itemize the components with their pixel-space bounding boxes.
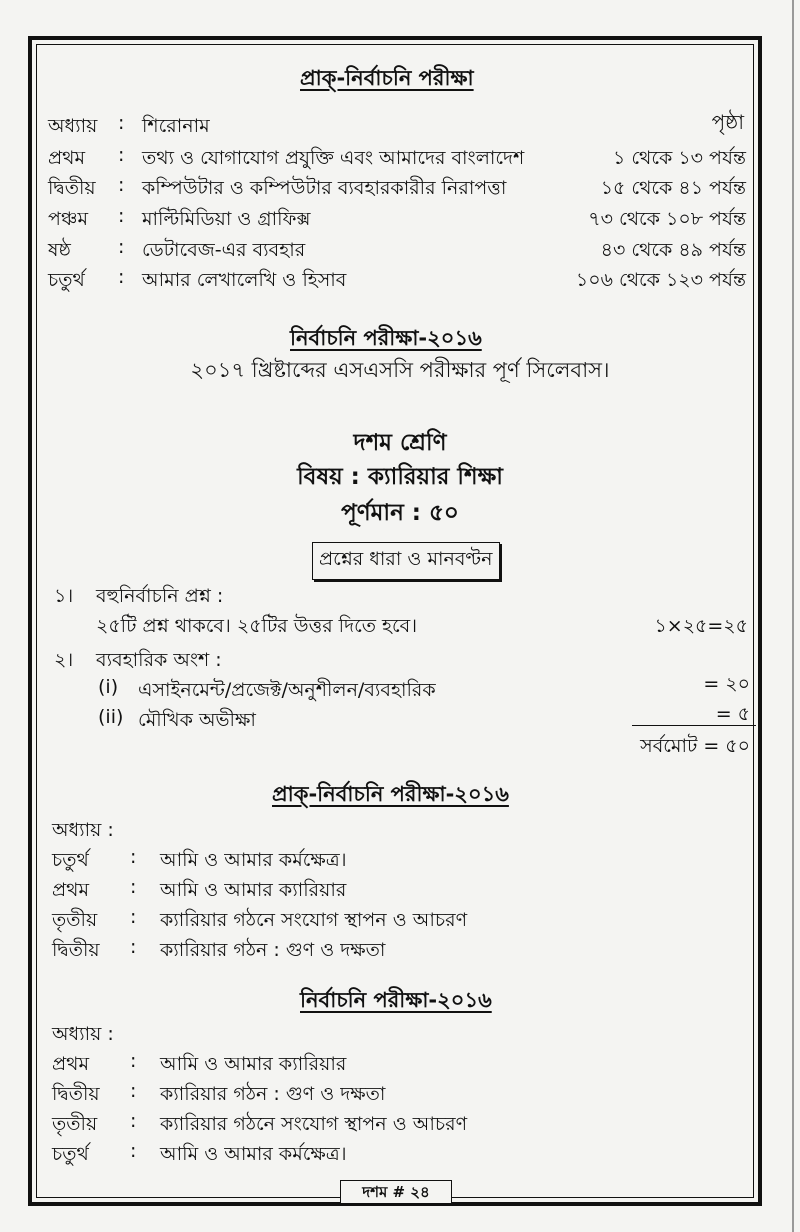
row-colon: : (118, 144, 125, 166)
row-chapter: পঞ্চম (48, 208, 89, 230)
header-colon: : (118, 112, 125, 134)
row-topic: কম্পিউটার ও কম্পিউটার ব্যবহারকারীর নিরাপত্তা (142, 177, 507, 199)
list-colon: : (130, 1140, 137, 1162)
item-number: ১। (54, 585, 74, 607)
sub-item-number: (i) (98, 676, 119, 698)
row-chapter: প্রথম (48, 147, 86, 169)
list-colon: : (130, 1110, 137, 1132)
row-chapter: ষষ্ঠ (48, 239, 71, 261)
chapter-label: অধ্যায় : (52, 819, 114, 841)
oral-label: মৌখিক অভীক্ষা (138, 709, 256, 731)
row-pages: ১০৬ থেকে ১২৩ পর্যন্ত (575, 269, 746, 291)
list-topic: ক্যারিয়ার গঠনে সংযোগ স্থাপন ও আচরণ (160, 909, 468, 931)
list-colon: : (130, 876, 137, 898)
header-page: পৃষ্ঠা (711, 110, 744, 134)
list-topic: আমি ও আমার ক্যারিয়ার (160, 879, 347, 901)
row-colon: : (118, 236, 125, 258)
row-topic: তথ্য ও যোগাযোগ প্রযুক্তি এবং আমাদের বাংলাদেশ (142, 147, 525, 169)
list-chapter: প্রথম (52, 879, 90, 901)
list-topic: ক্যারিয়ার গঠন : গুণ ও দক্ষতা (160, 939, 386, 961)
list-chapter: দ্বিতীয় (52, 939, 100, 961)
item-number: ২। (54, 649, 74, 671)
row-colon: : (118, 205, 125, 227)
full-marks: পূর্ণমান : ৫০ (341, 500, 459, 526)
row-pages: ৪৩ থেকে ৪৯ পর্যন্ত (600, 239, 746, 261)
list-topic: আমি ও আমার কর্মক্ষেত্র। (160, 849, 347, 871)
row-pages: ৭৩ থেকে ১০৮ পর্যন্ত (588, 208, 746, 230)
class-name: দশম শ্রেণি (353, 430, 447, 456)
syllabus-subtitle: ২০১৭ খ্রিষ্টাব্দের এসএসসি পরীক্ষার পূর্ণ সিলেবাস। (190, 358, 610, 382)
pre-exam-title: প্রাক্‌-নির্বাচনি পরীক্ষা (300, 66, 474, 90)
header-chapter: অধ্যায় (48, 115, 98, 137)
list-chapter: চতুর্থ (52, 849, 89, 871)
row-pages: ১ থেকে ১৩ পর্যন্ত (612, 147, 746, 169)
assignment-marks: = ২০ (703, 673, 750, 695)
list-chapter: দ্বিতীয় (52, 1083, 100, 1105)
pre-exam-2016-title: প্রাক্‌-নির্বাচনি পরীক্ষা-২০১৬ (272, 782, 509, 806)
list-chapter: চতুর্থ (52, 1143, 89, 1165)
list-colon: : (130, 846, 137, 868)
mcq-label: বহুনির্বাচনি প্রশ্ন : (96, 585, 224, 607)
row-colon: : (118, 174, 125, 196)
list-colon: : (130, 936, 137, 958)
list-colon: : (130, 906, 137, 928)
sub-item-number: (ii) (98, 706, 124, 728)
list-chapter: তৃতীয় (52, 1113, 98, 1135)
total-marks: সর্বমোট = ৫০ (640, 735, 750, 757)
oral-marks: = ৫ (715, 703, 750, 725)
row-topic: মাল্টিমিডিয়া ও গ্রাফিক্স (142, 208, 311, 230)
row-chapter: চতুর্থ (48, 269, 85, 291)
mcq-description: ২৫টি প্রশ্ন থাকবে। ২৫টির উত্তর দিতে হবে। (96, 615, 418, 637)
subject-name: বিষয় : ক্যারিয়ার শিক্ষা (297, 464, 503, 490)
total-divider (632, 725, 756, 726)
marks-section-title: প্রশ্নের ধারা ও মানবণ্টন (312, 542, 500, 580)
row-colon: : (118, 266, 125, 288)
page-edge-shadow (792, 0, 794, 1232)
list-chapter: প্রথম (52, 1053, 90, 1075)
list-colon: : (130, 1050, 137, 1072)
list-topic: আমি ও আমার ক্যারিয়ার (160, 1053, 347, 1075)
row-topic: আমার লেখালেখি ও হিসাব (142, 269, 347, 291)
assignment-label: এসাইনমেন্ট/প্রজেক্ট/অনুশীলন/ব্যবহারিক (138, 679, 436, 701)
chapter-label: অধ্যায় : (52, 1023, 114, 1045)
list-chapter: তৃতীয় (52, 909, 98, 931)
list-topic: আমি ও আমার কর্মক্ষেত্র। (160, 1143, 347, 1165)
list-topic: ক্যারিয়ার গঠন : গুণ ও দক্ষতা (160, 1083, 386, 1105)
row-chapter: দ্বিতীয় (48, 177, 96, 199)
header-topic: শিরোনাম (142, 115, 210, 137)
exam-2016-title: নির্বাচনি পরীক্ষা-২০১৬ (290, 326, 482, 350)
row-topic: ডেটাবেজ-এর ব্যবহার (142, 239, 306, 261)
practical-label: ব্যবহারিক অংশ : (96, 649, 222, 671)
page-number: দশম # ২৪ (340, 1180, 452, 1204)
row-pages: ১৫ থেকে ৪১ পর্যন্ত (600, 177, 746, 199)
mcq-marks: ১×২৫=২৫ (654, 615, 748, 637)
list-topic: ক্যারিয়ার গঠনে সংযোগ স্থাপন ও আচরণ (160, 1113, 468, 1135)
list-colon: : (130, 1080, 137, 1102)
final-exam-2016-title: নির্বাচনি পরীক্ষা-২০১৬ (300, 988, 492, 1012)
